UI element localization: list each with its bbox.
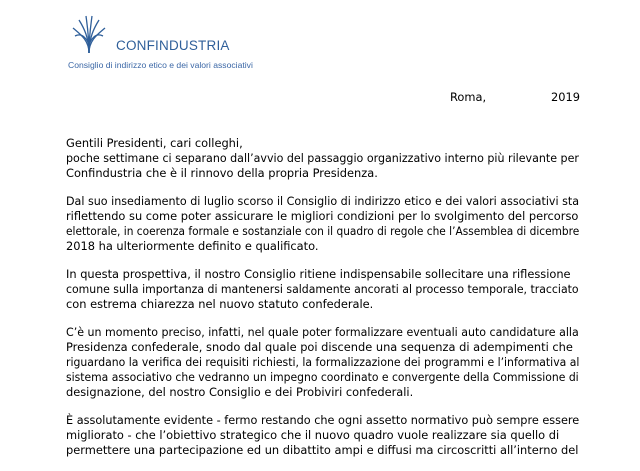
text-line: sistema associativo che vedranno un impegno coordinato e convergente della Commissione di (66, 370, 579, 384)
paragraph (66, 267, 579, 312)
text-line: elettorale, in coerenza formale e sostanziale con il quadro di regole che l’Assemblea di dicembre (66, 224, 580, 238)
text-line: comune sulla importanza di mantenersi saldamente ancorati al processo temporale, tracciato (66, 282, 579, 296)
place-date-line (450, 90, 580, 104)
text-line: C’è un momento preciso, infatti, nel quale poter formalizzare eventuali auto candidature alla (66, 325, 579, 339)
text-line: In questa prospettiva, il nostro Consiglio ritiene indispensabile sollecitare una riflessione (66, 267, 571, 281)
org-name: CONFINDUSTRIA (116, 38, 230, 53)
year-text: 2019 (551, 90, 580, 104)
text-line: 2018 ha ulteriormente definito e qualificato. (66, 239, 319, 253)
letter-body (66, 136, 579, 471)
text-line: Confindustria che è il rinnovo della propria Presidenza. (66, 166, 378, 180)
text-line: con estrema chiarezza nel nuovo statuto confederale. (66, 297, 374, 311)
paragraph (66, 325, 579, 400)
confindustria-logo-icon (70, 14, 108, 54)
text-line: riguardano la verifica dei requisiti richiesti, la formalizzazione dei programmi e l’informativa al (66, 355, 580, 369)
place-text: Roma, (450, 90, 487, 104)
paragraph (66, 413, 579, 458)
paragraph (66, 194, 579, 254)
letterhead (64, 14, 364, 74)
text-line: migliorato - che l’obiettivo strategico che il nuovo quadro vuole realizzare sia quello di (66, 428, 560, 442)
text-line: poche settimane ci separano dall’avvio del passaggio organizzativo interno più rilevante per (66, 151, 579, 165)
text-line: riflettendo su come poter assicurare le migliori condizioni per lo svolgimento del percorso (66, 209, 579, 223)
text-line: permettere una partecipazione ed un dibattito ampi e diffusi ma circoscritti all’interno del (66, 443, 579, 457)
paragraph (66, 136, 579, 181)
text-line: Dal suo insediamento di luglio scorso il Consiglio di indirizzo etico e dei valori associativi sta (66, 194, 580, 208)
text-line: È assolutamente evidente - fermo restando che ogni assetto normativo può sempre essere (66, 413, 580, 427)
text-line: Gentili Presidenti, cari colleghi, (66, 136, 243, 150)
text-line: Presidenza confederale, snodo dal quale poi discende una sequenza di adempimenti che (66, 340, 573, 354)
text-line: designazione, del nostro Consiglio e dei Probiviri confederali. (66, 385, 414, 399)
org-subtitle: Consiglio di indirizzo etico e dei valori associativi (68, 60, 253, 70)
